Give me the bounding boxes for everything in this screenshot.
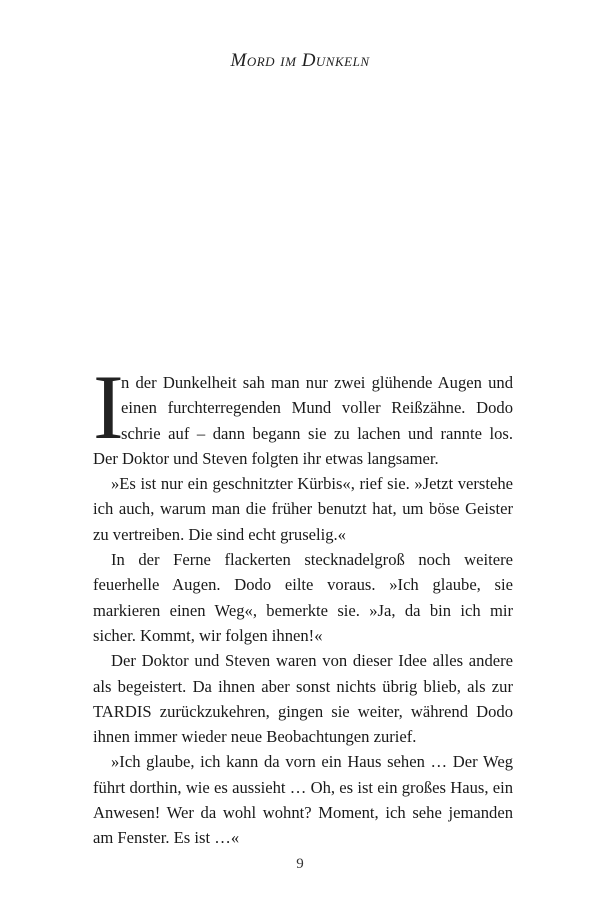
body-text <box>93 356 513 851</box>
first-paragraph-lines <box>121 370 513 446</box>
page-number: 9 <box>296 856 304 872</box>
text-line: Der Doktor und Steven folgten ihr etwas langsamer. <box>93 448 439 468</box>
text-line: einen furchterregenden Mund voller Reißzähne. Dodo <box>121 398 513 418</box>
paragraph: »Ich glaube, ich kann da vorn ein Haus sehen … Der Weg führt dorthin, wie es aussieht … Oh, es ist ein großes Haus, ein Anwesen! Wer da wohl wohnt? Moment, ich sehe jemanden am Fenster. Es ist …« <box>93 752 513 848</box>
paragraph: Der Doktor und Steven waren von dieser Idee alles andere als begeistert. Da ihnen aber sonst nichts übrig blieb, als zur TARDIS zurückzukehren, gingen sie weiter, während Dodo ihnen immer wieder neue Beobachtungen zurief. <box>93 651 513 747</box>
text-line: schrie auf – dann begann sie zu lachen und rannte los. <box>121 423 513 443</box>
paragraph: In der Ferne flackerten stecknadelgroß noch weitere feuerhelle Augen. Dodo eilte voraus. »Ich glaube, sie markieren einen Weg«, bemerkte sie. »Ja, da bin ich mir sicher. Kommt, wir folgen ihnen!« <box>93 550 513 645</box>
running-head: Mord im Dunkeln <box>230 50 370 71</box>
drop-cap: I <box>93 356 124 458</box>
paragraph: »Es ist nur ein geschnitzter Kürbis«, rief sie. »Jetzt verstehe ich auch, warum man die früher benutzt hat, um böse Geister zu vertreiben. Die sind echt gruselig.« <box>93 474 513 544</box>
text-line: n der Dunkelheit sah man nur zwei glühende Augen und <box>121 373 513 392</box>
